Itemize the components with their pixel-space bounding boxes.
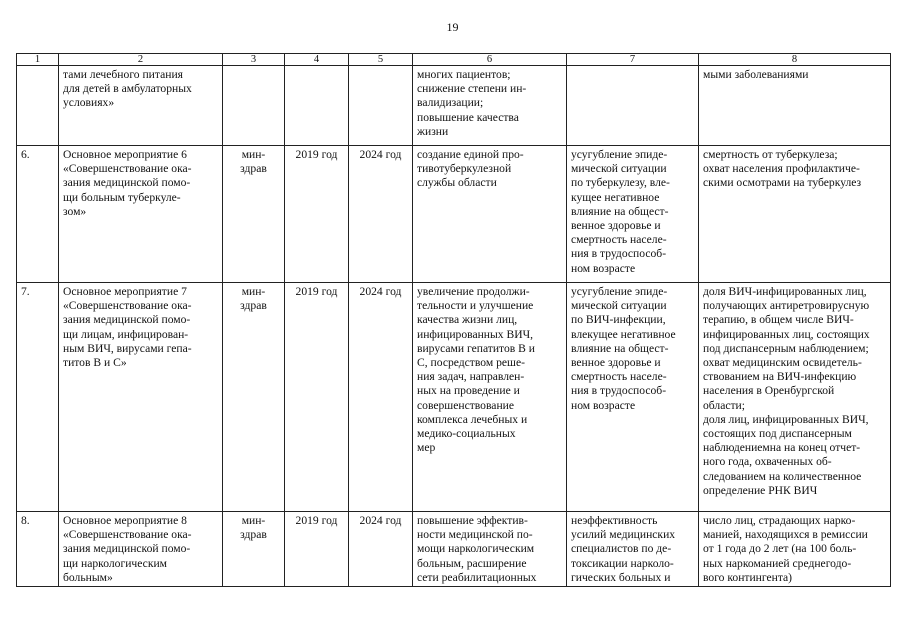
- expected-results-line: комплекса лечебных и: [417, 412, 528, 426]
- col-number-7: 7: [567, 54, 699, 66]
- related-indicators-line: число лиц, страдающих нарко-: [703, 514, 856, 527]
- column-number-row: [17, 54, 891, 66]
- non-implementation-consequences-line: специалистов по де-: [571, 542, 672, 556]
- table-row: [17, 283, 891, 512]
- non-implementation-consequences-line: ном возрасте: [571, 398, 636, 412]
- executor-cell: [223, 512, 285, 587]
- start-year: 2019 год: [295, 285, 338, 298]
- row-number: 7.: [21, 285, 30, 298]
- expected-results-line: повышение качества: [417, 110, 519, 124]
- expected-results-line: повышение эффектив-: [417, 514, 528, 527]
- measure-title-line: тами лечебного питания: [63, 68, 183, 81]
- non-implementation-consequences-line: гических больных и: [571, 570, 671, 584]
- col-number-5: 5: [349, 54, 413, 66]
- related-indicators-line: ного года, охваченных об-: [703, 455, 832, 469]
- measure-title-line: ным ВИЧ, вирусами гепа-: [63, 341, 192, 355]
- expected-results-line: тивотуберкулезной: [417, 162, 512, 176]
- related-indicators-line: от 1 года до 2 лет (на 100 боль-: [703, 542, 857, 556]
- measure-title-line: для детей в амбулаторных: [63, 82, 192, 96]
- table-row: [17, 66, 891, 146]
- non-implementation-consequences-line: ния в трудоспособ-: [571, 247, 667, 261]
- col-number-8: 8: [699, 54, 891, 66]
- expected-results-line: мер: [417, 441, 436, 455]
- expected-results-line: ности медицинской по-: [417, 528, 533, 542]
- measures-table: [16, 53, 891, 587]
- executor-line: мин-: [241, 514, 266, 527]
- table-row: [17, 146, 891, 283]
- non-implementation-consequences-line: мической ситуации: [571, 162, 667, 176]
- executor-line: мин-: [241, 148, 266, 161]
- related-indicators-line: области;: [703, 398, 745, 412]
- executor-line: здрав: [240, 299, 267, 313]
- col-number-2: 2: [59, 54, 223, 66]
- non-implementation-consequences-line: венное здоровье и: [571, 219, 661, 233]
- related-indicators-line: смертность от туберкулеза;: [703, 148, 838, 161]
- related-indicators-line: населения в Оренбургской: [703, 384, 835, 398]
- row-number-cell: [17, 512, 59, 587]
- col-number-4: 4: [285, 54, 349, 66]
- non-implementation-consequences-line: смертность населе-: [571, 370, 667, 384]
- start-year: 2019 год: [295, 514, 338, 527]
- measure-title-line: Основное мероприятие 8: [63, 514, 187, 527]
- col-number-6: 6: [413, 54, 567, 66]
- related-indicators-line: доля лиц, инфицированных ВИЧ,: [703, 412, 869, 426]
- end-year: 2024 год: [359, 148, 402, 161]
- row-number-cell: [17, 66, 59, 146]
- related-indicators-line: охват населения профилактиче-: [703, 162, 860, 176]
- non-implementation-consequences-line: по ВИЧ-инфекции,: [571, 313, 666, 327]
- non-implementation-consequences-line: кущее негативное: [571, 190, 660, 204]
- end-year-cell: [349, 283, 413, 512]
- expected-results-line: качества жизни лиц,: [417, 313, 518, 327]
- non-implementation-consequences-cell: [567, 146, 699, 283]
- measure-title-cell: [59, 512, 223, 587]
- non-implementation-consequences-line: ния в трудоспособ-: [571, 384, 667, 398]
- end-year: 2024 год: [359, 285, 402, 298]
- expected-results-line: инфицированных ВИЧ,: [417, 327, 534, 341]
- related-indicators-line: наблюдениемна на конец отчет-: [703, 441, 861, 455]
- executor-line: мин-: [241, 285, 266, 298]
- related-indicators-line: под диспансерным наблюдением;: [703, 341, 869, 355]
- end-year-cell: [349, 146, 413, 283]
- related-indicators-line: определение РНК ВИЧ: [703, 483, 818, 497]
- expected-results-line: совершенствование: [417, 398, 514, 412]
- expected-results-line: ния задач, направлен-: [417, 370, 525, 384]
- related-indicators-cell: [699, 512, 891, 587]
- measure-title-line: зания медицинской помо-: [63, 176, 191, 190]
- expected-results-cell: [413, 512, 567, 587]
- related-indicators-line: мыми заболеваниями: [703, 68, 809, 81]
- non-implementation-consequences-cell: [567, 512, 699, 587]
- executor-line: здрав: [240, 528, 267, 542]
- related-indicators-cell: [699, 283, 891, 512]
- end-year: 2024 год: [359, 514, 402, 527]
- non-implementation-consequences-line: по туберкулезу, вле-: [571, 176, 670, 190]
- measure-title-line: щи наркологическим: [63, 556, 167, 570]
- non-implementation-consequences-line: неэффективность: [571, 514, 658, 527]
- related-indicators-cell: [699, 66, 891, 146]
- non-implementation-consequences-line: усилий медицинских: [571, 528, 676, 542]
- measure-title-cell: [59, 146, 223, 283]
- expected-results-line: увеличение продолжи-: [417, 285, 530, 298]
- measure-title-line: «Совершенствование ока-: [63, 299, 192, 313]
- non-implementation-consequences-line: смертность населе-: [571, 233, 667, 247]
- non-implementation-consequences-line: влияние на общест-: [571, 341, 669, 355]
- measure-title-line: зом»: [63, 204, 87, 218]
- end-year-cell: [349, 66, 413, 146]
- measure-title-line: щи больным туберкуле-: [63, 190, 181, 204]
- measure-title-line: условиях»: [63, 96, 115, 110]
- non-implementation-consequences-line: мической ситуации: [571, 299, 667, 313]
- start-year: 2019 год: [295, 148, 338, 161]
- expected-results-line: жизни: [417, 124, 449, 138]
- col-number-1: 1: [17, 54, 59, 66]
- start-year-cell: [285, 512, 349, 587]
- measure-title-line: щи лицам, инфицирован-: [63, 327, 189, 341]
- measure-title-cell: [59, 66, 223, 146]
- non-implementation-consequences-line: усугубление эпиде-: [571, 148, 668, 161]
- expected-results-cell: [413, 283, 567, 512]
- page-number: 19: [446, 20, 459, 34]
- expected-results-line: медико-социальных: [417, 427, 516, 441]
- measure-title-line: Основное мероприятие 7: [63, 285, 187, 298]
- expected-results-line: валидизации;: [417, 96, 484, 110]
- non-implementation-consequences-cell: [567, 283, 699, 512]
- non-implementation-consequences-line: ном возрасте: [571, 261, 636, 275]
- executor-cell: [223, 66, 285, 146]
- non-implementation-consequences-line: венное здоровье и: [571, 356, 661, 370]
- expected-results-line: снижение степени ин-: [417, 82, 527, 96]
- executor-cell: [223, 146, 285, 283]
- expected-results-line: больным, расширение: [417, 556, 527, 570]
- measure-title-line: зания медицинской помо-: [63, 313, 191, 327]
- related-indicators-line: инфицированных лиц, состоящих: [703, 327, 870, 341]
- expected-results-line: сети реабилитационных: [417, 570, 537, 584]
- expected-results-line: многих пациентов;: [417, 68, 511, 81]
- end-year-cell: [349, 512, 413, 587]
- measure-title-line: зания медицинской помо-: [63, 542, 191, 556]
- executor-line: здрав: [240, 162, 267, 176]
- related-indicators-line: ствованием на ВИЧ-инфекцию: [703, 370, 857, 384]
- related-indicators-line: вого контингента): [703, 570, 793, 584]
- related-indicators-line: терапию, в общем числе ВИЧ-: [703, 313, 854, 327]
- measure-title-line: «Совершенствование ока-: [63, 528, 192, 542]
- related-indicators-line: манией, находящихся в ремиссии: [703, 528, 868, 542]
- measure-title-line: титов В и С»: [63, 356, 127, 370]
- start-year-cell: [285, 146, 349, 283]
- measure-title-line: Основное мероприятие 6: [63, 148, 187, 161]
- row-number: 6.: [21, 148, 30, 161]
- related-indicators-line: ных наркоманией среднегодо-: [703, 556, 852, 570]
- expected-results-line: тельности и улучшение: [417, 299, 534, 313]
- row-number-cell: [17, 146, 59, 283]
- expected-results-line: С, посредством реше-: [417, 356, 525, 370]
- related-indicators-line: доля ВИЧ-инфицированных лиц,: [703, 285, 867, 298]
- expected-results-line: вирусами гепатитов В и: [417, 341, 535, 355]
- table-row: [17, 512, 891, 587]
- related-indicators-line: скими осмотрами на туберкулез: [703, 176, 862, 190]
- expected-results-cell: [413, 66, 567, 146]
- expected-results-line: ных на проведение и: [417, 384, 520, 398]
- non-implementation-consequences-line: усугубление эпиде-: [571, 285, 668, 298]
- non-implementation-consequences-line: влекущее негативное: [571, 327, 676, 341]
- related-indicators-line: охват медицинским освидетель-: [703, 356, 862, 370]
- related-indicators-cell: [699, 146, 891, 283]
- related-indicators-line: получающих антиретровирусную: [703, 299, 870, 313]
- measure-title-line: больным»: [63, 570, 113, 584]
- expected-results-line: мощи наркологическим: [417, 542, 535, 556]
- measure-title-cell: [59, 283, 223, 512]
- non-implementation-consequences-line: токсикации нарколо-: [571, 556, 674, 570]
- row-number: 8.: [21, 514, 30, 527]
- col-number-3: 3: [223, 54, 285, 66]
- non-implementation-consequences-line: влияние на общест-: [571, 204, 669, 218]
- measure-title-line: «Совершенствование ока-: [63, 162, 192, 176]
- start-year-cell: [285, 66, 349, 146]
- start-year-cell: [285, 283, 349, 512]
- related-indicators-line: следованием на количественное: [703, 469, 862, 483]
- executor-cell: [223, 283, 285, 512]
- non-implementation-consequences-cell: [567, 66, 699, 146]
- expected-results-line: службы области: [417, 176, 497, 190]
- expected-results-line: создание единой про-: [417, 148, 524, 161]
- related-indicators-line: состоящих под диспансерным: [703, 427, 852, 441]
- expected-results-cell: [413, 146, 567, 283]
- row-number-cell: [17, 283, 59, 512]
